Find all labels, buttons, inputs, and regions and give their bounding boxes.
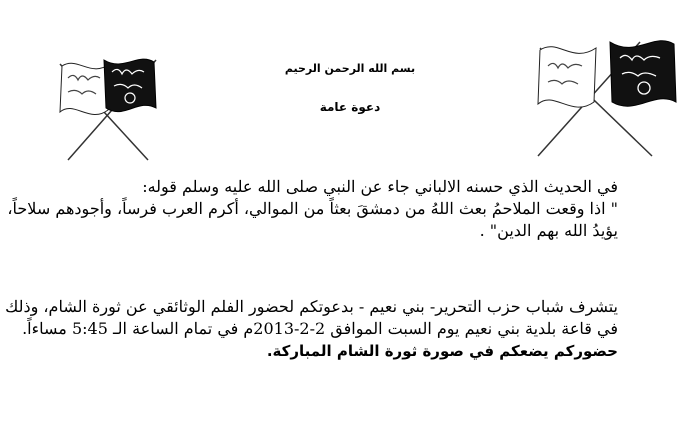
closing-statement: حضوركم يضعكم في صورة ثورة الشام المباركة. — [266, 342, 618, 360]
hadith-line: في الحديث الذي حسنه الالباني جاء عن النبي صلى الله عليه وسلم قوله: — [142, 177, 618, 196]
hadith-quote — [7, 176, 618, 242]
hadith-line: يؤيدُ الله بهم الدين" . — [479, 221, 618, 240]
announcement-line: في قاعة بلدية بني نعيم يوم السبت الموافق 2-2-2013م في تمام الساعة الـ 5:45 مساءاً. — [22, 319, 618, 338]
invitation-title: دعوة عامة — [319, 100, 381, 114]
crossed-flags-right-icon — [510, 28, 680, 158]
hadith-line: " اذا وقعت الملاحمُ بعث اللهُ من دمشقَ بعثاً من الموالي، أكرم العرب فرساً، وأجودهم سلاحاً، — [7, 199, 618, 218]
announcement-line: يتشرف شباب حزب التحرير- بني نعيم - بدعوتكم لحضور الفلم الوثائقي عن ثورة الشام، وذلك — [5, 297, 618, 316]
basmala-heading: بسم الله الرحمن الرحيم — [284, 62, 416, 75]
event-announcement — [5, 296, 618, 362]
